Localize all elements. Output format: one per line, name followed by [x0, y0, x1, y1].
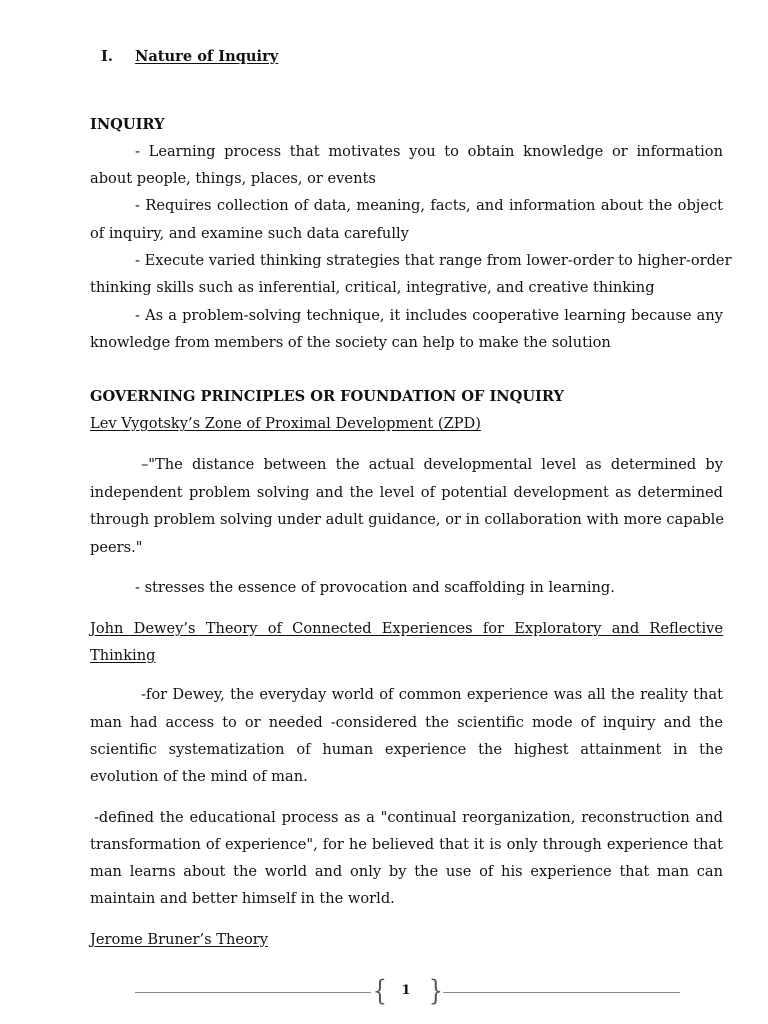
page-number: 1: [401, 983, 411, 998]
dewey-para1-line: man had access to or needed -considered the scientific mode of inquiry and the: [90, 714, 723, 731]
section-numeral: I.: [101, 48, 113, 65]
inquiry-line: about people, things, places, or events: [90, 170, 376, 187]
right-brace-icon: }: [428, 974, 444, 1007]
inquiry-line: - As a problem-solving technique, it includes cooperative learning because any: [135, 307, 723, 324]
vygotsky-quote-line: –"The distance between the actual developmental level as determined by: [141, 456, 723, 473]
dewey-title-line: John Dewey’s Theory of Connected Experiences for Exploratory and Reflective: [90, 620, 723, 637]
dewey-para2-line: transformation of experience", for he believed that it is only through experience that: [90, 836, 723, 853]
section-title: Nature of Inquiry: [135, 48, 279, 65]
dewey-title-line: Thinking: [90, 647, 156, 664]
vygotsky-quote-line: peers.": [90, 539, 143, 556]
inquiry-line: of inquiry, and examine such data carefully: [90, 225, 409, 242]
dewey-para2-line: man learns about the world and only by the use of his experience that man can: [90, 863, 723, 880]
dewey-para1-line: evolution of the mind of man.: [90, 768, 308, 785]
inquiry-line: - Execute varied thinking strategies that range from lower-order to higher-order: [135, 252, 732, 269]
vygotsky-note: - stresses the essence of provocation and scaffolding in learning.: [135, 579, 615, 596]
footer-rule-left: [135, 992, 371, 993]
dewey-para2-line: maintain and better himself in the world.: [90, 890, 395, 907]
left-brace-icon: {: [372, 974, 388, 1007]
principles-heading: GOVERNING PRINCIPLES OR FOUNDATION OF INQUIRY: [90, 388, 564, 405]
inquiry-heading: INQUIRY: [90, 116, 165, 133]
inquiry-line: - Requires collection of data, meaning, facts, and information about the object: [135, 197, 723, 214]
dewey-para1-line: scientific systematization of human experience the highest attainment in the: [90, 741, 723, 758]
inquiry-line: knowledge from members of the society can help to make the solution: [90, 334, 611, 351]
footer-rule-right: [443, 992, 680, 993]
vygotsky-quote-line: through problem solving under adult guidance, or in collaboration with more capable: [90, 511, 724, 528]
vygotsky-title: Lev Vygotsky’s Zone of Proximal Development (ZPD): [90, 415, 481, 432]
dewey-para2-line: -defined the educational process as a "continual reorganization, reconstruction and: [94, 809, 723, 826]
inquiry-line: - Learning process that motivates you to obtain knowledge or information: [135, 143, 723, 160]
bruner-title: Jerome Bruner’s Theory: [90, 931, 269, 948]
inquiry-line: thinking skills such as inferential, critical, integrative, and creative thinking: [90, 279, 655, 296]
dewey-para1-line: -for Dewey, the everyday world of common experience was all the reality that: [141, 686, 723, 703]
vygotsky-quote-line: independent problem solving and the level of potential development as determined: [90, 484, 723, 501]
